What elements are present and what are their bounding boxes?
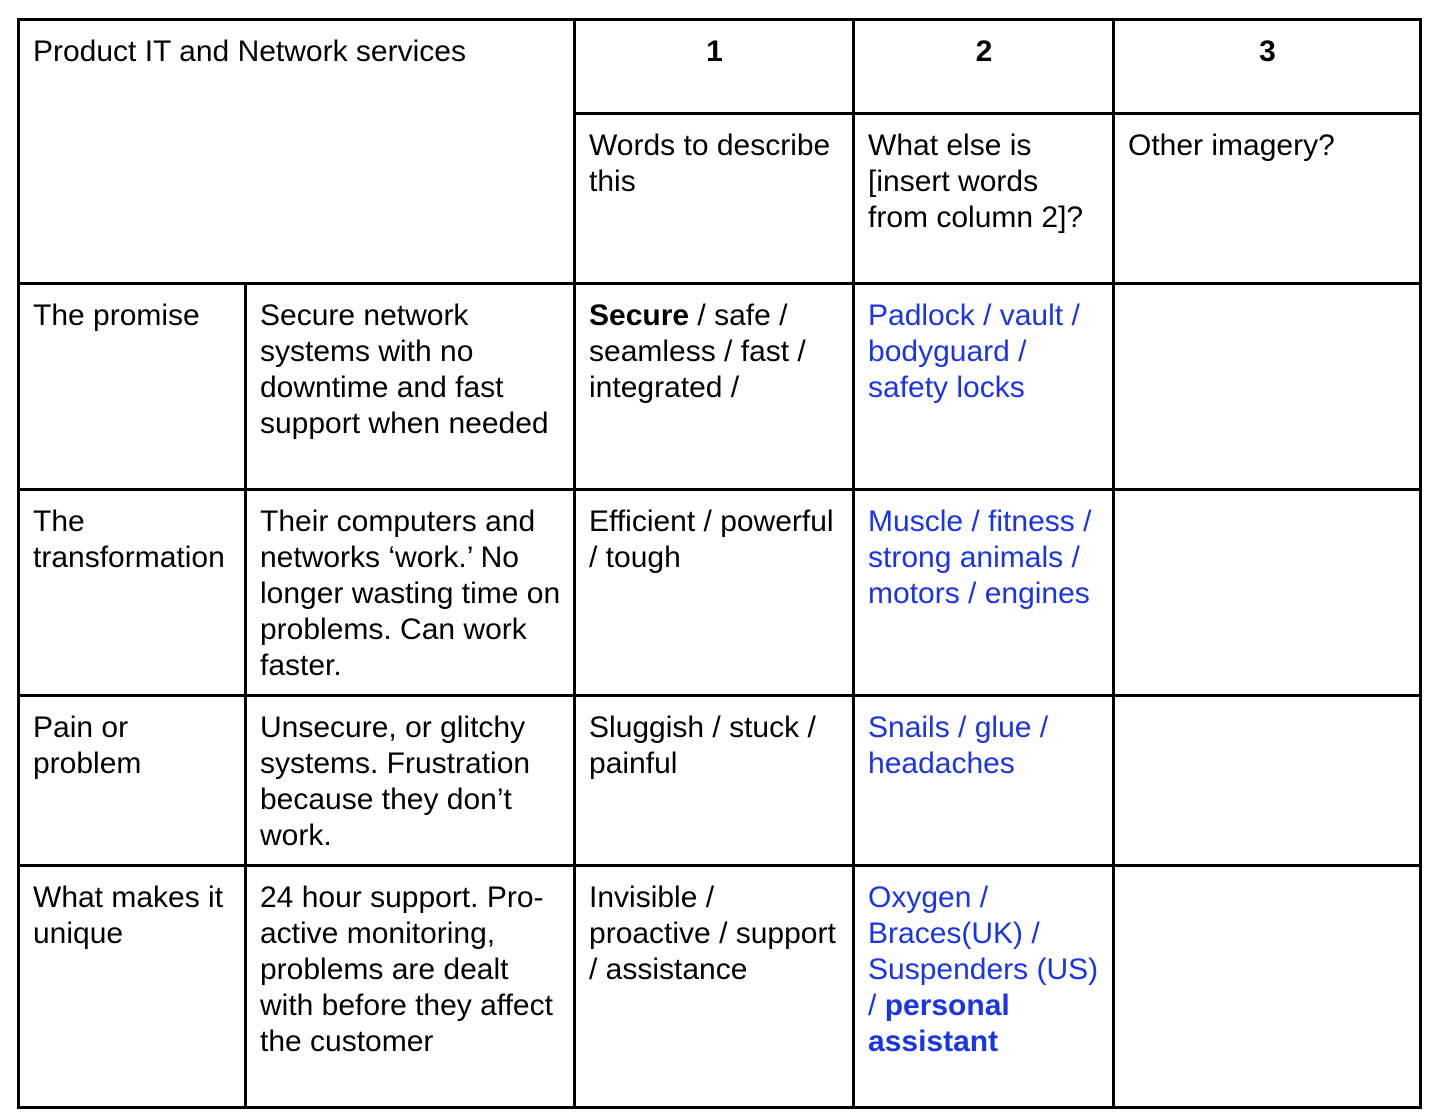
row-words-text: Efficient / powerful / tough <box>589 505 834 574</box>
column-description-1: Words to describe this <box>575 114 854 284</box>
row-words <box>575 866 854 1108</box>
row-imagery <box>1114 866 1421 1108</box>
table-row <box>19 490 1421 696</box>
column-number-2: 2 <box>854 20 1114 114</box>
row-label: Pain or problem <box>19 696 246 866</box>
row-else <box>854 490 1114 696</box>
table-row <box>19 866 1421 1108</box>
row-else-text: Oxygen / Braces(UK) / Suspenders (US) / <box>868 881 1099 1022</box>
row-words-text: / safe / seamless / fast / integrated / <box>589 299 806 404</box>
row-else <box>854 284 1114 490</box>
row-description: Secure network systems with no downtime and fast support when needed <box>246 284 575 490</box>
row-imagery <box>1114 696 1421 866</box>
row-imagery <box>1114 284 1421 490</box>
row-description: 24 hour support. Pro-active monitoring, problems are dealt with before they affect the customer <box>246 866 575 1108</box>
brand-imagery-table <box>17 18 1422 1109</box>
row-words-bold: Secure <box>589 299 690 332</box>
row-description: Unsecure, or glitchy systems. Frustration because they don’t work. <box>246 696 575 866</box>
column-description-2: What else is [insert words from column 2]? <box>854 114 1114 284</box>
row-else-text: Snails / glue / headaches <box>868 711 1049 780</box>
row-words-text: Invisible / proactive / support / assistance <box>589 881 836 986</box>
row-words <box>575 284 854 490</box>
row-else-text: Muscle / fitness / strong animals / motors / engines <box>868 505 1092 610</box>
row-else-text: Padlock / vault / bodyguard / safety locks <box>868 299 1080 404</box>
row-words <box>575 696 854 866</box>
table-title-cell <box>19 20 575 284</box>
row-words-text: Sluggish / stuck / painful <box>589 711 816 780</box>
row-label: The transformation <box>19 490 246 696</box>
row-else <box>854 696 1114 866</box>
row-words <box>575 490 854 696</box>
column-number-3: 3 <box>1114 20 1421 114</box>
row-description: Their computers and networks ‘work.’ No longer wasting time on problems. Can work faster. <box>246 490 575 696</box>
table-title: Product IT and Network services <box>33 35 466 68</box>
row-imagery <box>1114 490 1421 696</box>
table-row <box>19 284 1421 490</box>
row-else <box>854 866 1114 1108</box>
table-row <box>19 696 1421 866</box>
row-label: What makes it unique <box>19 866 246 1108</box>
row-label: The promise <box>19 284 246 490</box>
row-else-bold: personal assistant <box>868 989 1010 1058</box>
column-number-1: 1 <box>575 20 854 114</box>
column-description-3: Other imagery? <box>1114 114 1421 284</box>
